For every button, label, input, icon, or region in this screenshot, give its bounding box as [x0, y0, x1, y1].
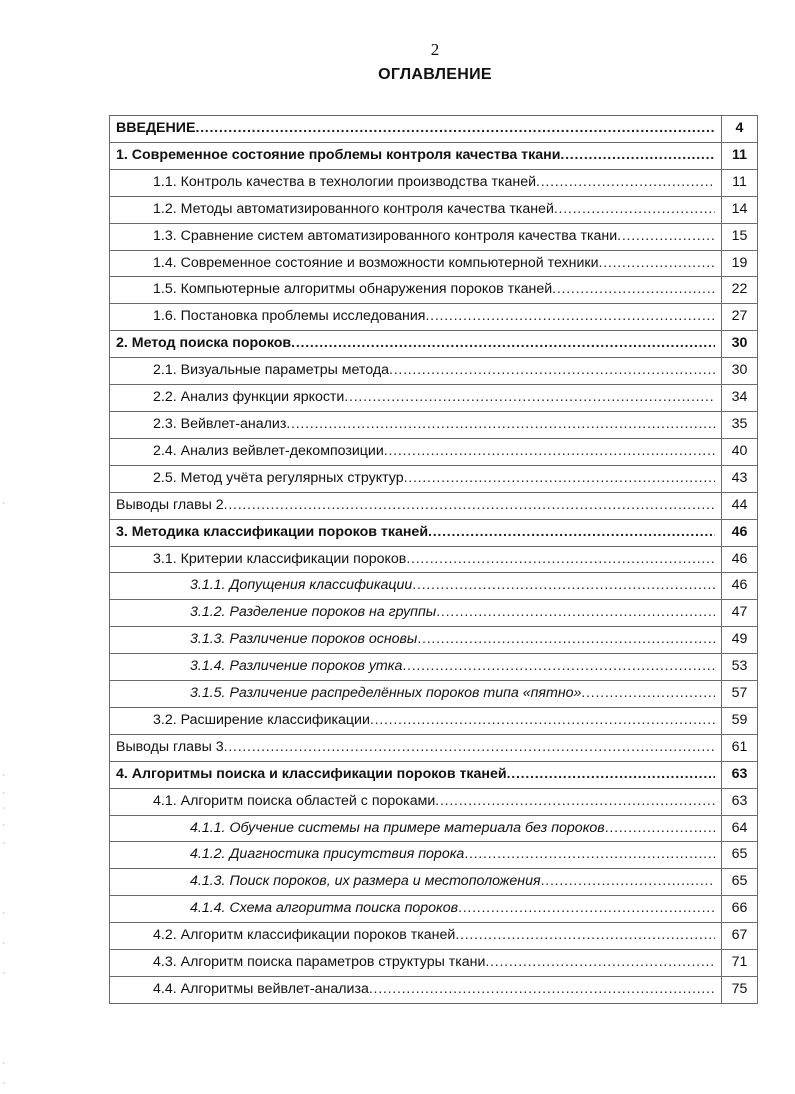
- toc-entry-page: 61: [722, 734, 758, 761]
- toc-dot-leader: [369, 977, 715, 1003]
- toc-entry: [110, 977, 758, 1004]
- toc-entry: [110, 869, 758, 896]
- toc-entry-page: 59: [722, 707, 758, 734]
- toc-entry-label: ВВЕДЕНИЕ: [116, 120, 196, 136]
- toc-dot-leader: [581, 681, 715, 707]
- toc-entry-label: 3.2. Расширение классификации: [153, 711, 370, 728]
- toc-entry-page: 71: [722, 950, 758, 977]
- toc-entry: [110, 492, 758, 519]
- toc-entry-page: 75: [722, 977, 758, 1004]
- toc-dot-leader: [384, 439, 715, 465]
- toc-entry: [110, 465, 758, 492]
- toc-entry-line: [110, 573, 721, 599]
- toc-entry: [110, 681, 758, 708]
- toc-entry-line: [110, 789, 721, 815]
- toc-dot-leader: [617, 224, 715, 250]
- toc-entry-cell: [110, 304, 722, 331]
- toc-entry-line: [110, 331, 721, 357]
- page-number: 2: [430, 40, 440, 59]
- toc-entry-label: Выводы главы 3: [116, 738, 224, 755]
- toc-entry: [110, 761, 758, 788]
- toc-entry-line: [110, 358, 721, 384]
- toc-entry-page: 53: [722, 654, 758, 681]
- toc-entry-cell: [110, 465, 722, 492]
- toc-entry-label: 3.1.2. Разделение пороков на группы: [190, 604, 437, 621]
- toc-entry-label: 4.1.2. Диагностика присутствия порока: [190, 846, 465, 863]
- toc-entry: [110, 654, 758, 681]
- toc-entry: [110, 304, 758, 331]
- toc-entry: [110, 600, 758, 627]
- toc-entry-page: 46: [722, 546, 758, 573]
- toc-entry-cell: [110, 250, 722, 277]
- toc-entry-page: 22: [722, 277, 758, 304]
- toc-entry: [110, 196, 758, 223]
- toc-dot-leader: [554, 197, 715, 223]
- toc-entry-page: 47: [722, 600, 758, 627]
- toc-entry-cell: [110, 842, 722, 869]
- toc-entry-page: 46: [722, 519, 758, 546]
- toc-entry-cell: [110, 761, 722, 788]
- toc-dot-leader: [536, 170, 715, 196]
- toc-entry-line: [110, 412, 721, 438]
- toc-entry: [110, 223, 758, 250]
- toc-entry-line: [110, 304, 721, 330]
- toc-entry-line: [110, 170, 721, 196]
- toc-entry-cell: [110, 492, 722, 519]
- toc-dot-leader: [458, 896, 715, 922]
- toc-entry-label: 1.5. Компьютерные алгоритмы обнаружения пороков тканей: [153, 281, 553, 298]
- toc-dot-leader: [464, 842, 715, 868]
- toc-entry-page: 65: [722, 842, 758, 869]
- toc-entry-page: 57: [722, 681, 758, 708]
- toc-dot-leader: [344, 385, 715, 411]
- toc-dot-leader: [485, 950, 715, 976]
- toc-entry-cell: [110, 438, 722, 465]
- toc-entry-page: 14: [722, 196, 758, 223]
- toc-entry-page: 27: [722, 304, 758, 331]
- toc-entry-cell: [110, 950, 722, 977]
- toc-dot-leader: [455, 923, 715, 949]
- toc-entry: [110, 950, 758, 977]
- toc-dot-leader: [541, 869, 715, 895]
- toc-entry-line: [110, 842, 721, 868]
- toc-entry: [110, 358, 758, 385]
- toc-entry-label: 1.4. Современное состояние и возможности компьютерной техники: [153, 254, 599, 271]
- toc-entry-cell: [110, 573, 722, 600]
- toc-dot-leader: [560, 143, 715, 169]
- toc-dot-leader: [435, 789, 715, 815]
- toc-entry-cell: [110, 169, 722, 196]
- toc-entry-line: [110, 143, 721, 169]
- toc-entry-page: 34: [722, 385, 758, 412]
- toc-entry-cell: [110, 358, 722, 385]
- toc-entry: [110, 250, 758, 277]
- toc-entry: [110, 815, 758, 842]
- toc-entry: [110, 331, 758, 358]
- toc-entry-cell: [110, 815, 722, 842]
- toc-dot-leader: [412, 573, 715, 599]
- toc-entry-line: [110, 493, 721, 519]
- toc-entry: [110, 896, 758, 923]
- toc-entry-cell: [110, 277, 722, 304]
- toc-entry: [110, 438, 758, 465]
- toc-entry-page: 66: [722, 896, 758, 923]
- toc-entry-line: [110, 547, 721, 573]
- toc-entry: [110, 734, 758, 761]
- toc-entry-label: 3.1. Критерии классификации пороков: [153, 550, 407, 567]
- toc-entry-page: 63: [722, 761, 758, 788]
- toc-entry-line: [110, 251, 721, 277]
- toc-entry-line: [110, 466, 721, 492]
- toc-entry-line: [110, 896, 721, 922]
- toc-entry-page: 46: [722, 573, 758, 600]
- toc-entry-line: [110, 197, 721, 223]
- toc-entry-line: [110, 224, 721, 250]
- toc-dot-leader: [552, 277, 715, 303]
- toc-entry-page: 63: [722, 788, 758, 815]
- toc-dot-leader: [402, 654, 715, 680]
- toc-title: ОГЛАВЛЕНИЕ: [378, 66, 492, 83]
- toc-dot-leader: [389, 358, 715, 384]
- toc-entry-cell: [110, 411, 722, 438]
- toc-entry-label: 1. Современное состояние проблемы контроля качества ткани: [116, 146, 561, 163]
- toc-dot-leader: [428, 520, 715, 546]
- toc-dot-leader: [224, 735, 715, 761]
- toc-entry-cell: [110, 707, 722, 734]
- toc-entry-cell: [110, 734, 722, 761]
- toc-body: [110, 116, 758, 1004]
- toc-dot-leader: [426, 304, 716, 330]
- toc-entry-label: 4. Алгоритмы поиска и классификации пороков тканей: [116, 765, 507, 782]
- toc-table: [109, 115, 758, 1004]
- toc-entry-cell: [110, 385, 722, 412]
- toc-entry-label: 3. Методика классификации пороков тканей: [116, 523, 429, 540]
- toc-entry-cell: [110, 654, 722, 681]
- toc-dot-leader: [417, 627, 715, 653]
- toc-dot-leader: [224, 493, 715, 519]
- toc-dot-leader: [286, 412, 715, 438]
- toc-entry-label: 4.4. Алгоритмы вейвлет-анализа: [153, 981, 369, 997]
- toc-entry: [110, 142, 758, 169]
- toc-entry-label: 2.5. Метод учёта регулярных структур: [153, 469, 404, 486]
- toc-entry-label: 1.2. Методы автоматизированного контроля качества тканей: [153, 200, 554, 217]
- scan-artifacts: · · · · · · · · · · ·: [2, 500, 6, 1087]
- toc-dot-leader: [599, 251, 715, 277]
- toc-entry-page: 64: [722, 815, 758, 842]
- toc-entry-cell: [110, 223, 722, 250]
- toc-entry: [110, 411, 758, 438]
- toc-entry-label: 2.2. Анализ функции яркости: [153, 389, 345, 406]
- toc-entry-label: 2.1. Визуальные параметры метода: [153, 362, 390, 379]
- toc-entry-label: 3.1.5. Различение распределённых пороков типа «пятно»: [190, 685, 582, 702]
- toc-entry: [110, 627, 758, 654]
- toc-entry-page: 40: [722, 438, 758, 465]
- toc-entry-line: [110, 116, 721, 142]
- toc-dot-leader: [370, 708, 715, 734]
- toc-entry-page: 44: [722, 492, 758, 519]
- toc-entry-label: 3.1.4. Различение пороков утка: [190, 658, 403, 675]
- toc-entry: [110, 385, 758, 412]
- toc-entry-cell: [110, 896, 722, 923]
- toc-entry-line: [110, 681, 721, 707]
- toc-entry-page: 65: [722, 869, 758, 896]
- toc-entry-line: [110, 520, 721, 546]
- toc-entry-line: [110, 708, 721, 734]
- toc-entry-line: [110, 950, 721, 976]
- toc-entry-page: 30: [722, 358, 758, 385]
- toc-entry-line: [110, 923, 721, 949]
- toc-entry-page: 35: [722, 411, 758, 438]
- toc-entry: [110, 573, 758, 600]
- toc-entry-page: 11: [722, 142, 758, 169]
- toc-entry-label: 4.3. Алгоритм поиска параметров структуры ткани: [153, 954, 486, 971]
- toc-entry-page: 49: [722, 627, 758, 654]
- toc-entry-line: [110, 600, 721, 626]
- toc-entry-page: 67: [722, 923, 758, 950]
- toc-entry: [110, 923, 758, 950]
- toc-entry-cell: [110, 627, 722, 654]
- toc-entry-label: 1.3. Сравнение систем автоматизированного контроля качества ткани: [153, 227, 618, 244]
- toc-dot-leader: [404, 466, 715, 492]
- toc-entry: [110, 842, 758, 869]
- toc-entry-line: [110, 869, 721, 895]
- toc-entry-line: [110, 977, 721, 1003]
- toc-entry-cell: [110, 546, 722, 573]
- toc-dot-leader: [436, 600, 715, 626]
- toc-entry-label: 3.1.1. Допущения классификации: [190, 577, 413, 594]
- toc-entry-cell: [110, 923, 722, 950]
- toc-entry-line: [110, 385, 721, 411]
- toc-entry-line: [110, 816, 721, 842]
- toc-entry-cell: [110, 142, 722, 169]
- toc-entry-label: 4.1.1. Обучение системы на примере материала без пороков: [190, 819, 605, 836]
- toc-entry-label: 4.1.4. Схема алгоритма поиска пороков: [190, 900, 459, 917]
- toc-entry-cell: [110, 681, 722, 708]
- toc-entry-label: 4.1. Алгоритм поиска областей с пороками: [153, 792, 436, 809]
- toc-dot-leader: [507, 762, 715, 788]
- toc-entry-label: 1.1. Контроль качества в технологии производства тканей: [153, 173, 537, 190]
- toc-entry-line: [110, 627, 721, 653]
- toc-entry-page: 30: [722, 331, 758, 358]
- toc-entry-line: [110, 654, 721, 680]
- toc-entry-line: [110, 735, 721, 761]
- toc-entry-cell: [110, 116, 722, 143]
- toc-entry-line: [110, 439, 721, 465]
- toc-entry-cell: [110, 519, 722, 546]
- toc-entry-label: 1.6. Постановка проблемы исследования: [153, 308, 426, 325]
- toc-dot-leader: [605, 816, 715, 842]
- toc-entry-cell: [110, 331, 722, 358]
- toc-dot-leader: [195, 116, 715, 142]
- toc-entry-page: 43: [722, 465, 758, 492]
- toc-entry-cell: [110, 788, 722, 815]
- toc-entry-cell: [110, 196, 722, 223]
- toc-entry: [110, 707, 758, 734]
- toc-entry-label: Выводы главы 2: [116, 496, 224, 513]
- toc-entry-label: 3.1.3. Различение пороков основы: [190, 631, 418, 648]
- toc-entry-page: 15: [722, 223, 758, 250]
- toc-dot-leader: [406, 547, 715, 573]
- toc-entry-label: 4.1.3. Поиск пороков, их размера и местоположения: [190, 873, 541, 890]
- toc-entry-cell: [110, 869, 722, 896]
- toc-entry-label: 2. Метод поиска пороков: [116, 335, 292, 352]
- toc-entry-label: 4.2. Алгоритм классификации пороков тканей: [153, 927, 456, 944]
- toc-entry: [110, 116, 758, 143]
- toc-entry-cell: [110, 600, 722, 627]
- toc-entry-label: 2.3. Вейвлет-анализ: [153, 415, 287, 432]
- toc-entry: [110, 169, 758, 196]
- toc-entry: [110, 546, 758, 573]
- toc-entry-cell: [110, 977, 722, 1004]
- toc-entry-line: [110, 762, 721, 788]
- toc-entry: [110, 788, 758, 815]
- toc-entry: [110, 519, 758, 546]
- toc-entry-page: 19: [722, 250, 758, 277]
- toc-entry-label: 2.4. Анализ вейвлет-декомпозиции: [153, 442, 384, 459]
- toc-dot-leader: [291, 331, 715, 357]
- toc-entry-page: 4: [722, 116, 758, 143]
- toc-entry: [110, 277, 758, 304]
- toc-entry-line: [110, 277, 721, 303]
- toc-entry-page: 11: [722, 169, 758, 196]
